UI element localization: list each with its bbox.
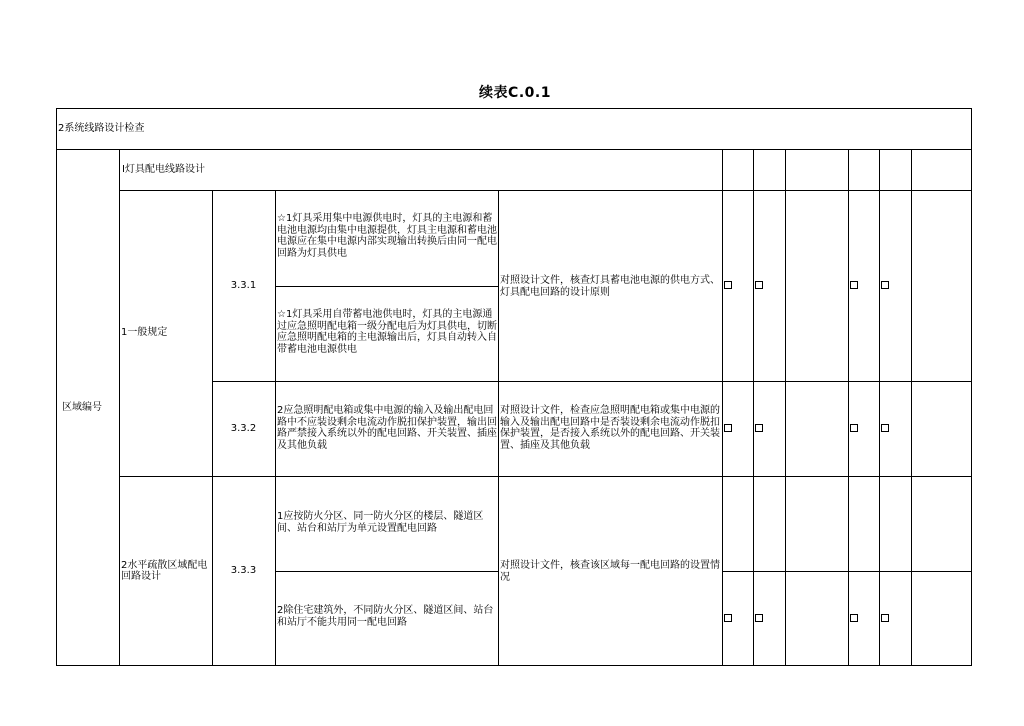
group-label: 1一般规定	[121, 327, 168, 339]
checkbox[interactable]	[881, 424, 889, 432]
col-divider	[722, 149, 723, 666]
col-divider	[848, 149, 849, 666]
col-divider	[785, 149, 786, 666]
checkbox[interactable]	[755, 424, 763, 432]
requirement-text: ☆1灯具采用集中电源供电时，灯具的主电源和蓄电池电源均由集中电源提供，灯具主电源和蓄电池电源应在集中电源内部实现输出转换后由同一配电回路为灯具供电	[277, 213, 497, 259]
check-method: 对照设计文件，核查灯具蓄电池电源的供电方式、灯具配电回路的设计原则	[500, 275, 720, 298]
subsection-header: Ⅰ灯具配电线路设计	[122, 163, 205, 175]
region-label: 区域编号	[62, 401, 102, 413]
col-divider	[275, 190, 276, 666]
col-divider	[119, 149, 120, 666]
col-divider	[911, 149, 912, 666]
checkbox[interactable]	[724, 281, 732, 289]
checkbox[interactable]	[724, 614, 732, 622]
checkbox[interactable]	[755, 281, 763, 289]
checkbox[interactable]	[881, 281, 889, 289]
col-divider	[879, 149, 880, 666]
item-code: 3.3.1	[230, 279, 257, 291]
checkbox[interactable]	[850, 281, 858, 289]
checkbox[interactable]	[755, 614, 763, 622]
row-divider	[275, 286, 498, 287]
item-code: 3.3.3	[230, 565, 257, 577]
col-divider	[498, 190, 499, 666]
checkbox[interactable]	[881, 614, 889, 622]
group-label: 2水平疏散区域配电回路设计	[121, 559, 208, 582]
checkbox[interactable]	[850, 614, 858, 622]
requirement-text: 2除住宅建筑外，不同防火分区、隧道区间、站台和站厅不能共用同一配电回路	[277, 605, 494, 628]
requirement-text: 2应急照明配电箱或集中电源的输入及输出配电回路中不应装设剩余电流动作脱扣保护装置，输出回路严禁接入系统以外的配电回路、开关装置、插座及其他负载	[277, 405, 497, 451]
check-method: 对照设计文件，核查该区域每一配电回路的设置情况	[500, 560, 720, 583]
check-method: 对照设计文件，检查应急照明配电箱或集中电源的输入及输出配电回路中是否装设剩余电流动作脱扣保护装置，是否接入系统以外的配电回路、开关装置、插座及其他负载	[500, 405, 720, 451]
requirement-text: 1应按防火分区、同一防火分区的楼层、隧道区间、站台和站厅为单元设置配电回路	[277, 511, 484, 534]
requirement-text: ☆1灯具采用自带蓄电池供电时，灯具的主电源通过应急照明配电箱一级分配电后为灯具供电，切断应急照明配电箱的主电源输出后，灯具自动转入自带蓄电池电源供电	[277, 309, 497, 355]
checkbox[interactable]	[850, 424, 858, 432]
table-title: 续表C.0.1	[479, 85, 551, 101]
col-divider	[753, 149, 754, 666]
row-divider	[722, 571, 972, 572]
row-divider	[212, 381, 972, 382]
inspection-table	[56, 108, 972, 666]
row-divider	[275, 571, 498, 572]
item-code: 3.3.2	[230, 422, 257, 434]
section-header: 2系统线路设计检查	[58, 122, 145, 134]
checkbox[interactable]	[724, 424, 732, 432]
